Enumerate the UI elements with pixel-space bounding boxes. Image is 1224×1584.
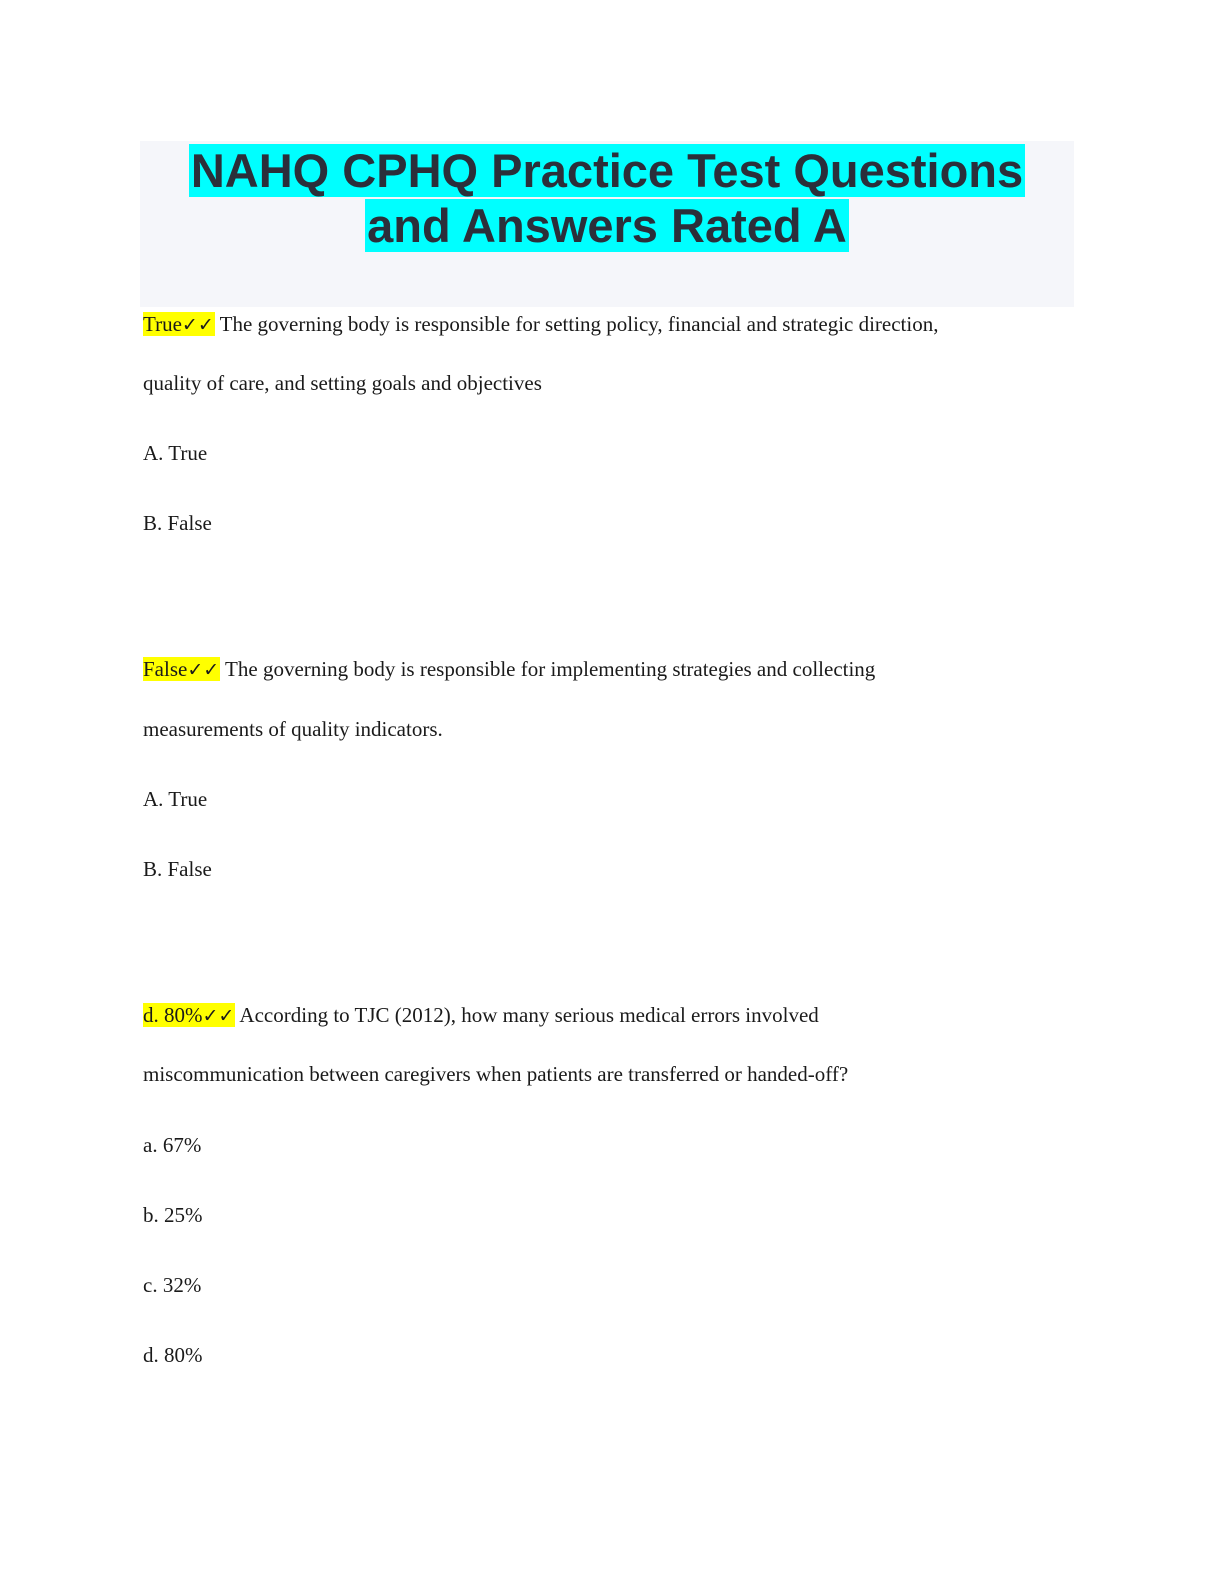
question-1-answer-highlight bbox=[143, 312, 215, 336]
question-2-line-1 bbox=[143, 656, 875, 683]
question-3-option-c: c. 32% bbox=[143, 1273, 202, 1297]
question-2-option-b: B. False bbox=[143, 857, 212, 881]
title-box bbox=[140, 141, 1074, 307]
check-icon: ✓✓ bbox=[187, 659, 220, 681]
question-3-option-b: b. 25% bbox=[143, 1203, 203, 1227]
question-1-option-a: A. True bbox=[143, 441, 208, 465]
question-3-answer-highlight bbox=[143, 1003, 235, 1027]
question-3-option-a: a. 67% bbox=[143, 1133, 202, 1157]
question-3-answer: d. 80% bbox=[143, 1003, 203, 1027]
question-1-line-1 bbox=[143, 311, 938, 338]
question-3-line-1 bbox=[143, 1002, 819, 1029]
document-title bbox=[140, 141, 1074, 253]
question-3-line-2: miscommunication between caregivers when patients are transferred or handed-off? bbox=[143, 1062, 849, 1086]
question-1-option-b: B. False bbox=[143, 511, 212, 535]
question-2-option-a: A. True bbox=[143, 787, 208, 811]
title-line-2: and Answers Rated A bbox=[367, 199, 847, 252]
check-icon: ✓✓ bbox=[181, 314, 214, 336]
question-2-answer: False bbox=[143, 657, 188, 681]
question-1-answer: True bbox=[143, 312, 182, 336]
check-icon: ✓✓ bbox=[202, 1005, 235, 1027]
question-2-text: The governing body is responsible for implementing strategies and collecting bbox=[220, 657, 876, 681]
question-2-answer-highlight bbox=[143, 657, 220, 681]
question-2-line-2: measurements of quality indicators. bbox=[143, 717, 443, 741]
question-1-line-2: quality of care, and setting goals and objectives bbox=[143, 371, 542, 395]
question-3-text: According to TJC (2012), how many serious medical errors involved bbox=[235, 1003, 819, 1027]
question-3-option-d: d. 80% bbox=[143, 1343, 203, 1367]
question-1-text: The governing body is responsible for setting policy, financial and strategic direction, bbox=[214, 312, 939, 336]
title-line-1: NAHQ CPHQ Practice Test Questions bbox=[190, 144, 1024, 197]
